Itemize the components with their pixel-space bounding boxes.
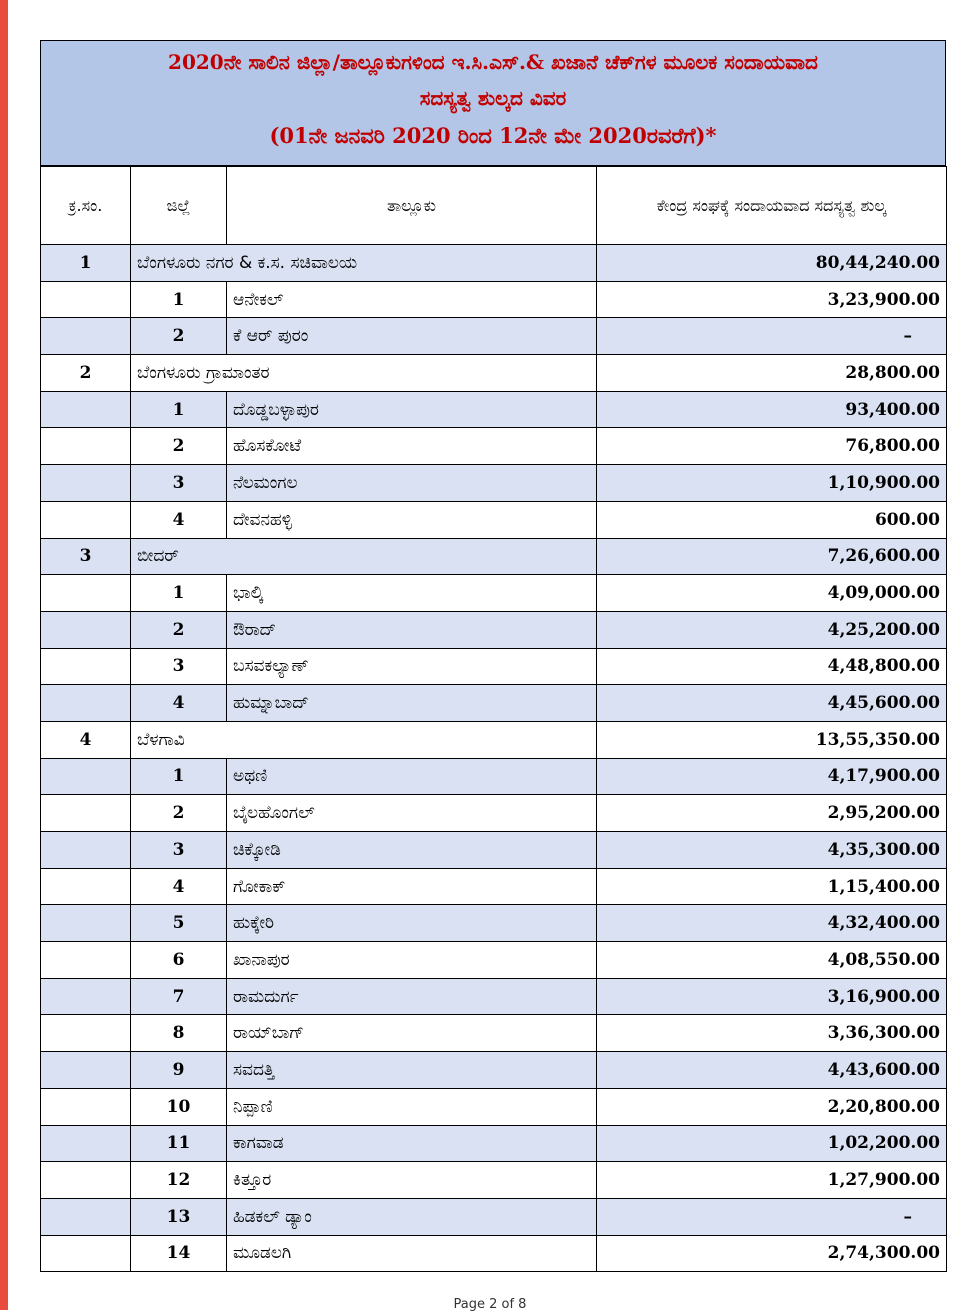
- fee-amount: 93,400.00: [597, 391, 947, 428]
- taluk-row: [41, 832, 947, 869]
- taluk-number: 4: [131, 868, 227, 905]
- taluk-row: [41, 685, 947, 722]
- taluk-number: 3: [131, 832, 227, 869]
- taluk-row: [41, 758, 947, 795]
- taluk-row: [41, 942, 947, 979]
- taluk-name: ರಾಮದುರ್ಗ: [227, 978, 597, 1015]
- taluk-name: ಬಸವಕಲ್ಯಾಣ್: [227, 648, 597, 685]
- fee-amount: 4,32,400.00: [597, 905, 947, 942]
- fee-amount: 4,08,550.00: [597, 942, 947, 979]
- taluk-number: 3: [131, 465, 227, 502]
- taluk-row: [41, 428, 947, 465]
- taluk-number: 2: [131, 611, 227, 648]
- taluk-row: [41, 905, 947, 942]
- fee-amount: 600.00: [597, 501, 947, 538]
- taluk-name: ಸವದತ್ತಿ: [227, 1052, 597, 1089]
- taluk-name: ಭಾಲ್ಕಿ: [227, 575, 597, 612]
- taluk-number: 1: [131, 758, 227, 795]
- taluk-row: [41, 391, 947, 428]
- fee-amount: 1,10,900.00: [597, 465, 947, 502]
- header-title-line-1: 2020ನೇ ಸಾಲಿನ ಜಿಲ್ಲಾ/ತಾಲ್ಲೂಕುಗಳಿಂದ ಇ.ಸಿ.ಎಸ್.& ಖಜಾನೆ ಚೆಕ್‌ಗಳ ಮೂಲಕ ಸಂದಾಯವಾದ: [168, 50, 818, 74]
- fee-amount: 4,48,800.00: [597, 648, 947, 685]
- taluk-row: [41, 611, 947, 648]
- serial-number-empty: [41, 391, 131, 428]
- taluk-row: [41, 648, 947, 685]
- taluk-number: 2: [131, 795, 227, 832]
- taluk-number: 4: [131, 685, 227, 722]
- serial-number-empty: [41, 795, 131, 832]
- serial-number-empty: [41, 281, 131, 318]
- serial-number-empty: [41, 868, 131, 905]
- taluk-row: [41, 1125, 947, 1162]
- district-row: [41, 245, 947, 282]
- fee-amount: 1,15,400.00: [597, 868, 947, 905]
- serial-number-empty: [41, 428, 131, 465]
- taluk-number: 10: [131, 1088, 227, 1125]
- taluk-row: [41, 501, 947, 538]
- taluk-name: ಹಿಡಕಲ್ ಡ್ಯಾಂ: [227, 1198, 597, 1235]
- table-body: [41, 245, 947, 1272]
- taluk-row: [41, 281, 947, 318]
- taluk-number: 1: [131, 391, 227, 428]
- fee-amount: 7,26,600.00: [597, 538, 947, 575]
- serial-number-empty: [41, 758, 131, 795]
- taluk-name: ದೊಡ್ಡಬಳ್ಳಾಪುರ: [227, 391, 597, 428]
- district-row: [41, 355, 947, 392]
- taluk-number: 4: [131, 501, 227, 538]
- taluk-number: 5: [131, 905, 227, 942]
- taluk-number: 1: [131, 575, 227, 612]
- taluk-number: 9: [131, 1052, 227, 1089]
- taluk-name: ಬೈಲಹೊಂಗಲ್: [227, 795, 597, 832]
- taluk-row: [41, 1088, 947, 1125]
- taluk-row: [41, 868, 947, 905]
- serial-number-empty: [41, 465, 131, 502]
- fee-amount: –: [597, 1198, 947, 1235]
- taluk-number: 12: [131, 1162, 227, 1199]
- fee-amount: 1,27,900.00: [597, 1162, 947, 1199]
- serial-number-empty: [41, 905, 131, 942]
- fee-amount: –: [597, 318, 947, 355]
- taluk-name: ರಾಯ್‌ಬಾಗ್: [227, 1015, 597, 1052]
- fee-amount: 3,16,900.00: [597, 978, 947, 1015]
- serial-number-empty: [41, 1052, 131, 1089]
- fee-amount: 28,800.00: [597, 355, 947, 392]
- left-margin-bar: [0, 0, 8, 1310]
- fee-amount: 2,74,300.00: [597, 1235, 947, 1272]
- fee-amount: 2,20,800.00: [597, 1088, 947, 1125]
- taluk-number: 2: [131, 318, 227, 355]
- taluk-number: 7: [131, 978, 227, 1015]
- fee-amount: 4,17,900.00: [597, 758, 947, 795]
- fee-amount: 76,800.00: [597, 428, 947, 465]
- taluk-row: [41, 1235, 947, 1272]
- taluk-name: ನೆಲಮಂಗಲ: [227, 465, 597, 502]
- serial-number-empty: [41, 318, 131, 355]
- fee-amount: 2,95,200.00: [597, 795, 947, 832]
- district-name: ಬೀದರ್: [131, 538, 597, 575]
- taluk-name: ಅಥಣಿ: [227, 758, 597, 795]
- serial-number: 1: [41, 245, 131, 282]
- taluk-row: [41, 1198, 947, 1235]
- membership-fee-table: [40, 166, 947, 1272]
- header-date-range: (01ನೇ ಜನವರಿ 2020 ರಿಂದ 12ನೇ ಮೇ 2020ರವರೆಗೆ)*: [269, 123, 717, 148]
- page-number: Page 2 of 8: [453, 1297, 527, 1312]
- taluk-row: [41, 978, 947, 1015]
- taluk-name: ಖಾನಾಪುರ: [227, 942, 597, 979]
- serial-number-empty: [41, 978, 131, 1015]
- taluk-name: ದೇವನಹಳ್ಳಿ: [227, 501, 597, 538]
- serial-number: 2: [41, 355, 131, 392]
- taluk-number: 2: [131, 428, 227, 465]
- fee-amount: 4,45,600.00: [597, 685, 947, 722]
- district-row: [41, 721, 947, 758]
- taluk-row: [41, 1052, 947, 1089]
- table-header-row: [41, 167, 947, 245]
- taluk-row: [41, 1162, 947, 1199]
- taluk-name: ಕಿತ್ತೂರ: [227, 1162, 597, 1199]
- taluk-row: [41, 795, 947, 832]
- taluk-name: ಮೂಡಲಗಿ: [227, 1235, 597, 1272]
- fee-amount: 4,09,000.00: [597, 575, 947, 612]
- district-name: ಬೆಂಗಳೂರು ಗ್ರಾಮಾಂತರ: [131, 355, 597, 392]
- taluk-row: [41, 318, 947, 355]
- document-header: [40, 40, 946, 166]
- serial-number-empty: [41, 685, 131, 722]
- fee-amount: 13,55,350.00: [597, 721, 947, 758]
- header-title-line-2: ಸದಸ್ಯತ್ವ ಶುಲ್ಕದ ವಿವರ: [419, 86, 567, 110]
- serial-number-empty: [41, 575, 131, 612]
- serial-number-empty: [41, 1235, 131, 1272]
- column-header-serial: ಕ್ರ.ಸಂ.: [41, 167, 131, 245]
- serial-number-empty: [41, 832, 131, 869]
- fee-amount: 3,23,900.00: [597, 281, 947, 318]
- taluk-number: 13: [131, 1198, 227, 1235]
- fee-amount: 1,02,200.00: [597, 1125, 947, 1162]
- serial-number-empty: [41, 611, 131, 648]
- fee-amount: 4,43,600.00: [597, 1052, 947, 1089]
- serial-number-empty: [41, 1198, 131, 1235]
- serial-number-empty: [41, 1015, 131, 1052]
- taluk-number: 11: [131, 1125, 227, 1162]
- serial-number: 3: [41, 538, 131, 575]
- fee-amount: 80,44,240.00: [597, 245, 947, 282]
- serial-number-empty: [41, 1088, 131, 1125]
- taluk-name: ಹೊಸಕೋಟೆ: [227, 428, 597, 465]
- column-header-district: ಜಿಲ್ಲೆ: [131, 167, 227, 245]
- taluk-number: 14: [131, 1235, 227, 1272]
- serial-number: 4: [41, 721, 131, 758]
- taluk-row: [41, 1015, 947, 1052]
- taluk-number: 3: [131, 648, 227, 685]
- column-header-amount: ಕೇಂದ್ರ ಸಂಘಕ್ಕೆ ಸಂದಾಯವಾದ ಸದಸ್ಯತ್ವ ಶುಲ್ಕ: [597, 167, 947, 245]
- district-name: ಬೆಂಗಳೂರು ನಗರ & ಕ.ಸ. ಸಚಿವಾಲಯ: [131, 245, 597, 282]
- taluk-name: ಹುಕ್ಕೇರಿ: [227, 905, 597, 942]
- serial-number-empty: [41, 501, 131, 538]
- serial-number-empty: [41, 1162, 131, 1199]
- fee-amount: 3,36,300.00: [597, 1015, 947, 1052]
- district-row: [41, 538, 947, 575]
- taluk-name: ಕೆ ಆರ್ ಪುರಂ: [227, 318, 597, 355]
- district-name: ಬೆಳಗಾವಿ: [131, 721, 597, 758]
- taluk-name: ಹುಮ್ನಾಬಾದ್: [227, 685, 597, 722]
- serial-number-empty: [41, 1125, 131, 1162]
- taluk-name: ನಿಪ್ಪಾಣಿ: [227, 1088, 597, 1125]
- taluk-number: 6: [131, 942, 227, 979]
- taluk-name: ಚಿಕ್ಕೋಡಿ: [227, 832, 597, 869]
- taluk-name: ಆನೇಕಲ್: [227, 281, 597, 318]
- taluk-name: ಕಾಗವಾಡ: [227, 1125, 597, 1162]
- taluk-row: [41, 575, 947, 612]
- taluk-number: 1: [131, 281, 227, 318]
- fee-amount: 4,25,200.00: [597, 611, 947, 648]
- taluk-name: ಔರಾದ್: [227, 611, 597, 648]
- taluk-name: ಗೋಕಾಕ್: [227, 868, 597, 905]
- column-header-taluk: ತಾಲ್ಲೂಕು: [227, 167, 597, 245]
- fee-amount: 4,35,300.00: [597, 832, 947, 869]
- taluk-number: 8: [131, 1015, 227, 1052]
- serial-number-empty: [41, 648, 131, 685]
- serial-number-empty: [41, 942, 131, 979]
- taluk-row: [41, 465, 947, 502]
